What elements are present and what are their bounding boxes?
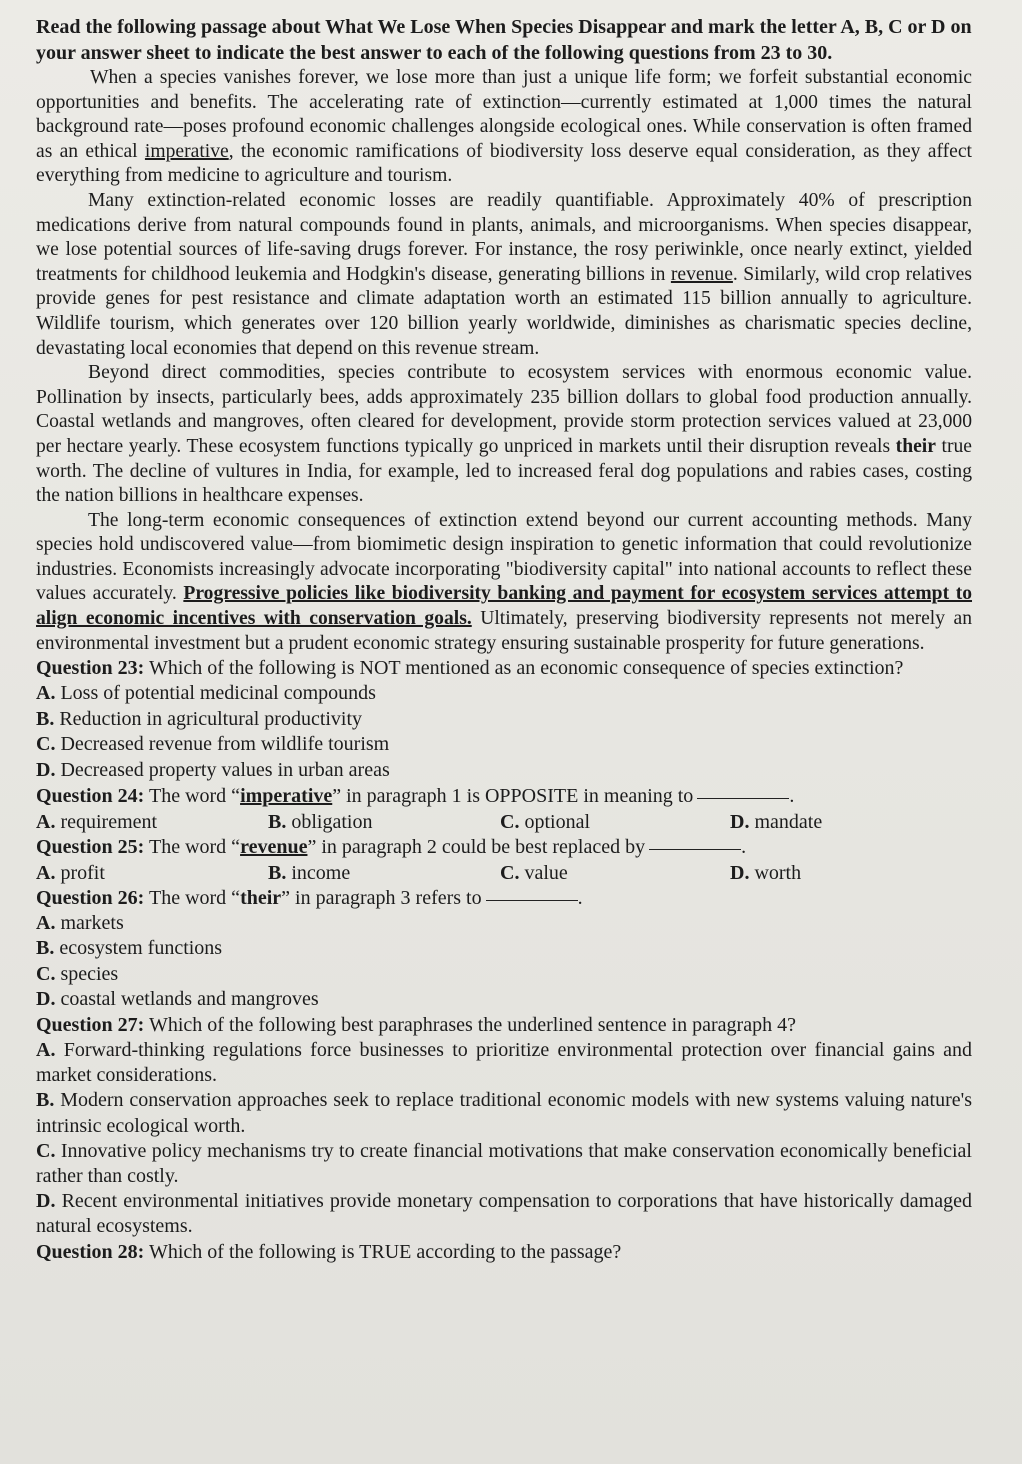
question-23: [36, 656, 972, 783]
option-b[interactable]: B. Reduction in agricultural productivity: [36, 707, 363, 730]
question-27: [36, 1013, 972, 1240]
instructions: Read the following passage about What We Lose When Species Disappear and mark the letter A, B, C or D on your answer sheet to indicate the best answer to each of the following questions from 23 to 30.: [36, 16, 972, 64]
option-a[interactable]: A. profit: [36, 861, 105, 884]
bold-word-their: their: [895, 435, 936, 457]
underlined-word-imperative: imperative: [144, 140, 229, 162]
option-b[interactable]: B. ecosystem functions: [36, 937, 223, 960]
option-c[interactable]: C. Decreased revenue from wildlife tourism: [36, 733, 390, 756]
paragraph-3: Beyond direct commodities, species contribute to ecosystem services with enormous economic value. Pollination by insects, particularly bees, adds approximately 235 billion dollars to global food production annually. Coastal wetlands and mangroves, often cleared for development, provide storm protection services valued at 23,000 per hectare yearly. These ecosystem functions typically go unpriced in markets until their disruption reveals their true worth. The decline of vultures in India, for example, led to increased feral dog populations and rabies cases, costing the nation billions in healthcare expenses.: [36, 362, 972, 507]
reading-passage: [36, 66, 972, 656]
option-d[interactable]: D. Recent environmental initiatives provide monetary compensation to corporations that have historically damaged natural ecosystems.: [36, 1190, 972, 1238]
answer-blank: [649, 849, 741, 850]
option-c[interactable]: C. optional: [500, 810, 590, 833]
answer-blank: [697, 798, 789, 799]
question-26: [36, 886, 972, 1013]
target-word: imperative: [240, 784, 333, 807]
options-row: [36, 860, 972, 886]
option-c[interactable]: C. species: [36, 962, 119, 985]
option-c[interactable]: C. value: [500, 861, 568, 884]
target-word: revenue: [240, 835, 308, 858]
question-stem: Question 24: The word “imperative” in paragraph 1 is OPPOSITE in meaning to .: [36, 784, 795, 807]
paragraph-1: When a species vanishes forever, we lose more than just a unique life form; we forfeit substantial economic opportunities and benefits. The accelerating rate of extinction—currently estimated at 1,000 times the natural background rate—poses profound economic challenges alongside ecological ones. While conservation is often framed as an ethical imperative, the economic ramifications of biodiversity loss deserve equal consideration, as they affect everything from medicine to agriculture and tourism.: [36, 67, 972, 187]
target-word: their: [240, 886, 282, 909]
option-d[interactable]: D. worth: [730, 861, 802, 884]
question-24: [36, 784, 972, 835]
question-stem: Question 23: Which of the following is NOT mentioned as an economic consequence of species extinction?: [36, 657, 904, 680]
option-b[interactable]: B. obligation: [268, 810, 373, 833]
underlined-sentence: Progressive policies like biodiversity banking and payment for ecosystem services attempt to align economic incentives with conservation goals.: [36, 583, 973, 630]
option-d[interactable]: D. Decreased property values in urban areas: [36, 759, 390, 782]
paragraph-4: The long-term economic consequences of extinction extend beyond our current accounting methods. Many species hold undiscovered value—from biomimetic design inspiration to genetic information that could revolutionize industries. Economists increasingly advocate incorporating "biodiversity capital" into national accounts to reflect these values accurately. Progressive policies like biodiversity banking and payment for ecosystem services attempt to align economic incentives with conservation goals. Ultimately, preserving biodiversity represents not merely an environmental investment but a prudent economic strategy ensuring sustainable prosperity for future generations.: [36, 509, 973, 654]
option-b[interactable]: B. income: [268, 861, 351, 884]
option-a[interactable]: A. Loss of potential medicinal compounds: [36, 682, 376, 705]
option-a[interactable]: A. requirement: [36, 810, 158, 833]
option-b[interactable]: B. Modern conservation approaches seek to replace traditional economic models with new systems valuing nature's intrinsic ecological worth.: [36, 1089, 972, 1137]
question-stem: Question 25: The word “revenue” in paragraph 2 could be best replaced by .: [36, 835, 747, 858]
option-d[interactable]: D. mandate: [730, 810, 823, 833]
paragraph-2: Many extinction-related economic losses are readily quantifiable. Approximately 40% of prescription medications derive from natural compounds found in plants, animals, and microorganisms. When species disappear, we lose potential sources of life-saving drugs forever. For instance, the rosy periwinkle, once nearly extinct, yielded treatments for childhood leukemia and Hodgkin's disease, generating billions in revenue. Similarly, wild crop relatives provide genes for pest resistance and climate adaptation worth an estimated 115 billion annually to agriculture. Wildlife tourism, which generates over 120 billion yearly worldwide, diminishes as charismatic species decline, devastating local economies that depend on this revenue stream.: [36, 189, 972, 359]
option-c[interactable]: C. Innovative policy mechanisms try to create financial motivations that make conservation economically beneficial rather than costly.: [36, 1139, 972, 1188]
options-row: [36, 809, 972, 835]
question-stem: Question 27: Which of the following best paraphrases the underlined sentence in paragraph 4?: [36, 1014, 796, 1036]
question-stem: Question 28: Which of the following is TRUE according to the passage?: [36, 1240, 622, 1263]
option-d[interactable]: D. coastal wetlands and mangroves: [36, 988, 319, 1011]
question-28: [36, 1240, 972, 1265]
option-a[interactable]: A. markets: [36, 911, 124, 934]
option-a[interactable]: A. Forward-thinking regulations force businesses to prioritize environmental protection over financial gains and market considerations.: [36, 1039, 972, 1087]
underlined-word-revenue: revenue: [670, 263, 733, 285]
question-stem: Question 26: The word “their” in paragraph 3 refers to .: [36, 886, 583, 909]
question-25: [36, 835, 972, 886]
answer-blank: [486, 900, 578, 901]
